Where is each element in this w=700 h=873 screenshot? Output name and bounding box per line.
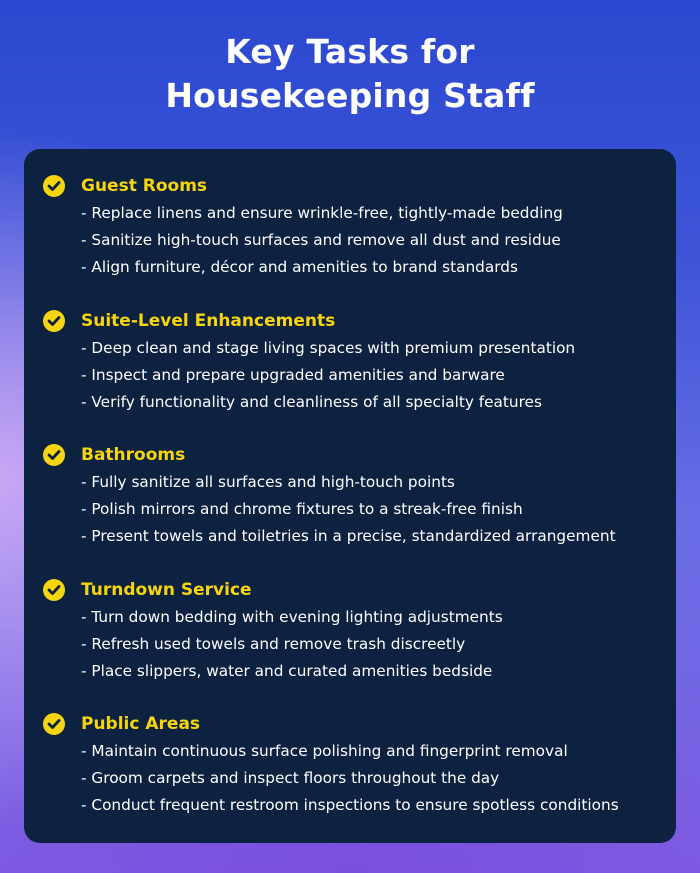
task-item: - Conduct frequent restroom inspections to ensure spotless conditions [81, 796, 619, 814]
check-circle-icon [43, 713, 65, 735]
task-item: - Maintain continuous surface polishing and fingerprint removal [81, 742, 568, 760]
check-circle-icon [43, 175, 65, 197]
task-item: - Groom carpets and inspect floors throughout the day [81, 769, 500, 787]
section-heading: Guest Rooms [81, 176, 208, 196]
task-item: - Place slippers, water and curated amenities bedside [81, 661, 493, 680]
task-item: - Polish mirrors and chrome fixtures to a streak-free finish [81, 500, 523, 518]
task-item: - Deep clean and stage living spaces with premium presentation [81, 338, 576, 357]
check-circle-icon [43, 444, 65, 466]
title-line-1: Key Tasks for [225, 32, 475, 71]
task-item: - Fully sanitize all surfaces and high-touch points [81, 473, 455, 491]
task-item: - Verify functionality and cleanliness of all specialty features [81, 392, 542, 411]
section-heading: Suite-Level Enhancements [81, 310, 336, 331]
check-circle-icon [43, 579, 65, 601]
page-title [0, 30, 700, 118]
section-heading: Bathrooms [81, 445, 186, 465]
task-item: - Refresh used towels and remove trash discreetly [81, 634, 466, 653]
task-item: - Turn down bedding with evening lighting adjustments [81, 607, 503, 626]
task-item: - Present towels and toiletries in a precise, standardized arrangement [81, 527, 616, 545]
title-line-2: Housekeeping Staff [165, 76, 535, 115]
check-circle-icon [43, 310, 65, 332]
section-heading: Turndown Service [81, 579, 252, 600]
task-card [24, 149, 676, 843]
task-item: - Align furniture, décor and amenities to brand standards [81, 258, 518, 276]
task-item: - Inspect and prepare upgraded amenities and barware [81, 365, 505, 384]
task-item: - Sanitize high-touch surfaces and remove all dust and residue [81, 231, 561, 249]
task-item: - Replace linens and ensure wrinkle-free, tightly-made bedding [81, 204, 563, 222]
section-heading: Public Areas [81, 714, 201, 734]
